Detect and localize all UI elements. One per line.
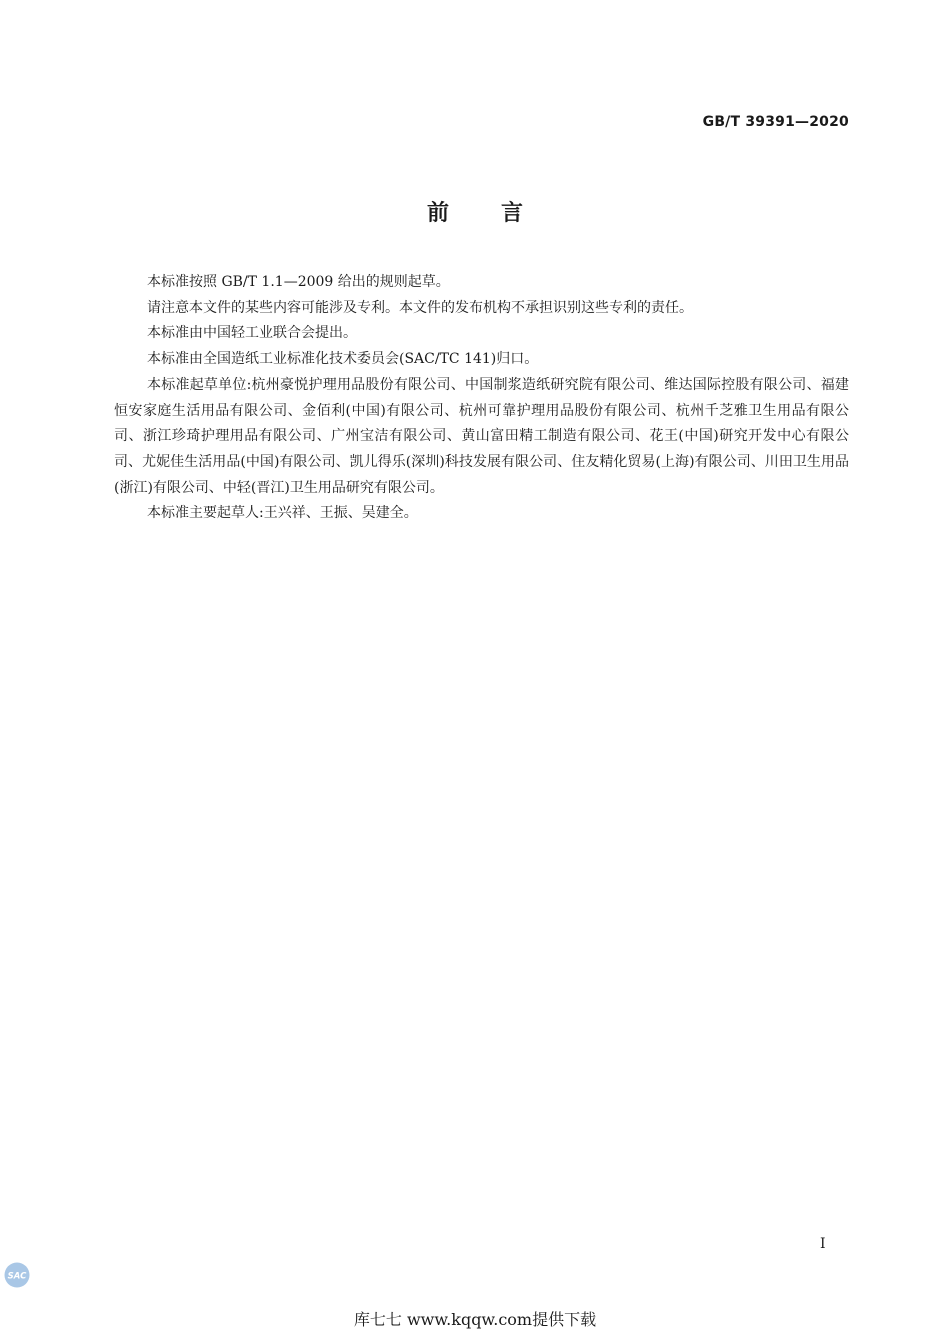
paragraph-patent-notice: 请注意本文件的某些内容可能涉及专利。本文件的发布机构不承担识别这些专利的责任。 <box>147 299 693 316</box>
page-number: I <box>820 1236 826 1252</box>
download-footer: 库七七 www.kqqw.com提供下载 <box>353 1310 597 1329</box>
paragraph-proposer: 本标准由中国轻工业联合会提出。 <box>147 325 357 342</box>
paragraph-drafting-units: 本标准起草单位:杭州豪悦护理用品股份有限公司、中国制浆造纸研究院有限公司、维达国际控股有限公司、福建恒安家庭生活用品有限公司、金佰利(中国)有限公司、杭州可靠护理用品股份有限公司、杭州千芝雅卫生用品有限公司、浙江珍琦护理用品有限公司、广州宝洁有限公司、黄山富田精工制造有限公司、花王(中国)研究开发中心有限公司、尤妮佳生活用品(中国)有限公司、凯儿得乐(深圳)科技发展有限公司、住友精化贸易(上海)有限公司、川田卫生用品(浙江)有限公司、中轻(晋江)卫生用品研究有限公司。 <box>114 376 849 496</box>
paragraph-drafters: 本标准主要起草人:王兴祥、王振、吴建全。 <box>147 505 418 522</box>
document-code: GB/T 39391—2020 <box>702 114 849 130</box>
page-title: 前言 <box>426 201 575 226</box>
svg-text:SAC: SAC <box>7 1271 27 1282</box>
preface-body <box>114 270 849 527</box>
paragraph-technical-committee: 本标准由全国造纸工业标准化技术委员会(SAC/TC 141)归口。 <box>147 351 539 368</box>
paragraph-drafting-rules: 本标准按照 GB/T 1.1—2009 给出的规则起草。 <box>147 274 450 290</box>
sac-logo-icon <box>4 1262 30 1288</box>
